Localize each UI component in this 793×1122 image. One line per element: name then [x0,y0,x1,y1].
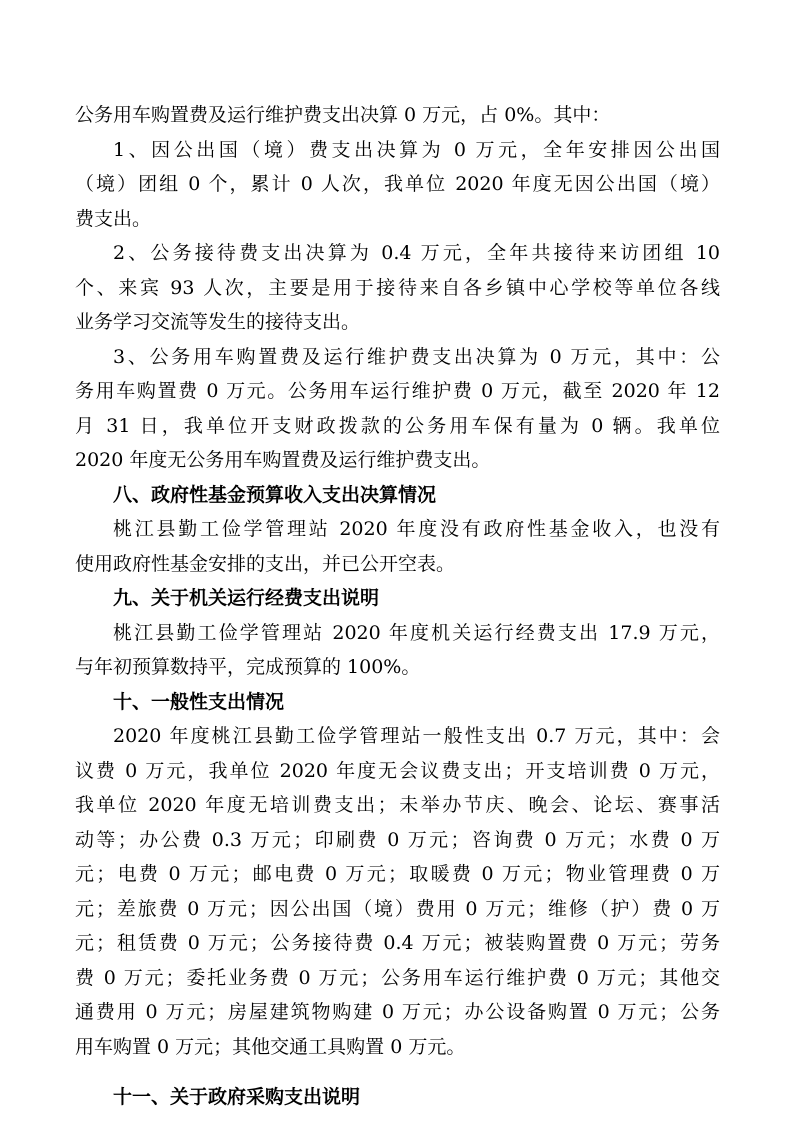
paragraph-line: 月 31 日，我单位开支财政拨款的公务用车保有量为 0 辆。我单位 [75,414,720,437]
paragraph-line: 业务学习交流等发生的接待支出。 [75,311,361,333]
paragraph-line: （境）团组 0 个，累计 0 人次，我单位 2020 年度无因公出国（境） [75,173,720,195]
paragraph-line: 务用车购置费 0 万元。公务用车运行维护费 0 万元，截至 2020 年 12 [75,380,720,402]
paragraph-line: 费 0 万元；委托业务费 0 万元；公务用车运行维护费 0 万元；其他交 [75,966,720,989]
paragraph-line: 我单位 2020 年度无培训费支出；未举办节庆、晚会、论坛、赛事活 [75,794,720,816]
paragraph-line: 桃江县勤工俭学管理站 2020 年度机关运行经费支出 17.9 万元， [113,621,720,644]
paragraph-line: 元；差旅费 0 万元；因公出国（境）费用 0 万元；维修（护）费 0 万 [75,897,720,920]
paragraph-line: 个、来宾 93 人次，主要是用于接待来自各乡镇中心学校等单位各线 [75,276,720,299]
section-spacer [75,1064,720,1080]
paragraph-line: 元；租赁费 0 万元；公务接待费 0.4 万元；被装购置费 0 万元；劳务 [75,932,720,954]
section-heading: 十一、关于政府采购支出说明 [113,1086,361,1108]
section-heading: 十、一般性支出情况 [113,690,285,713]
paragraph-line: 议费 0 万元，我单位 2020 年度无会议费支出；开支培训费 0 万元， [75,759,720,782]
section-heading: 九、关于机关运行经费支出说明 [113,587,380,609]
paragraph-line: 动等；办公费 0.3 万元；印刷费 0 万元；咨询费 0 万元；水费 0 万 [75,828,720,851]
paragraph-line: 费支出。 [75,207,152,230]
paragraph-line: 元；电费 0 万元；邮电费 0 万元；取暖费 0 万元；物业管理费 0 万 [75,863,720,885]
paragraph-line: 1、因公出国（境）费支出决算为 0 万元，全年安排因公出国 [113,138,720,161]
document-page [75,98,720,1115]
paragraph-line: 用车购置 0 万元；其他交通工具购置 0 万元。 [75,1035,466,1058]
paragraph-line: 桃江县勤工俭学管理站 2020 年度没有政府性基金收入，也没有 [113,518,720,540]
section-heading: 八、政府性基金预算收入支出决算情况 [113,483,437,506]
paragraph-line: 2020 年度无公务用车购置费及运行维护费支出。 [75,449,491,471]
paragraph-line: 2、公务接待费支出决算为 0.4 万元，全年共接待来访团组 10 [113,242,720,264]
paragraph-line: 通费用 0 万元；房屋建筑物购建 0 万元；办公设备购置 0 万元；公务 [75,1001,720,1023]
paragraph-line: 2020 年度桃江县勤工俭学管理站一般性支出 0.7 万元，其中：会 [113,725,720,747]
paragraph-line: 3、公务用车购置费及运行维护费支出决算为 0 万元，其中：公 [113,345,720,368]
paragraph-line: 公务用车购置费及运行维护费支出决算 0 万元，占 0%。其中： [75,104,611,126]
paragraph-line: 与年初预算数持平，完成预算的 100%。 [75,656,421,678]
paragraph-line: 使用政府性基金安排的支出，并已公开空表。 [75,552,456,575]
